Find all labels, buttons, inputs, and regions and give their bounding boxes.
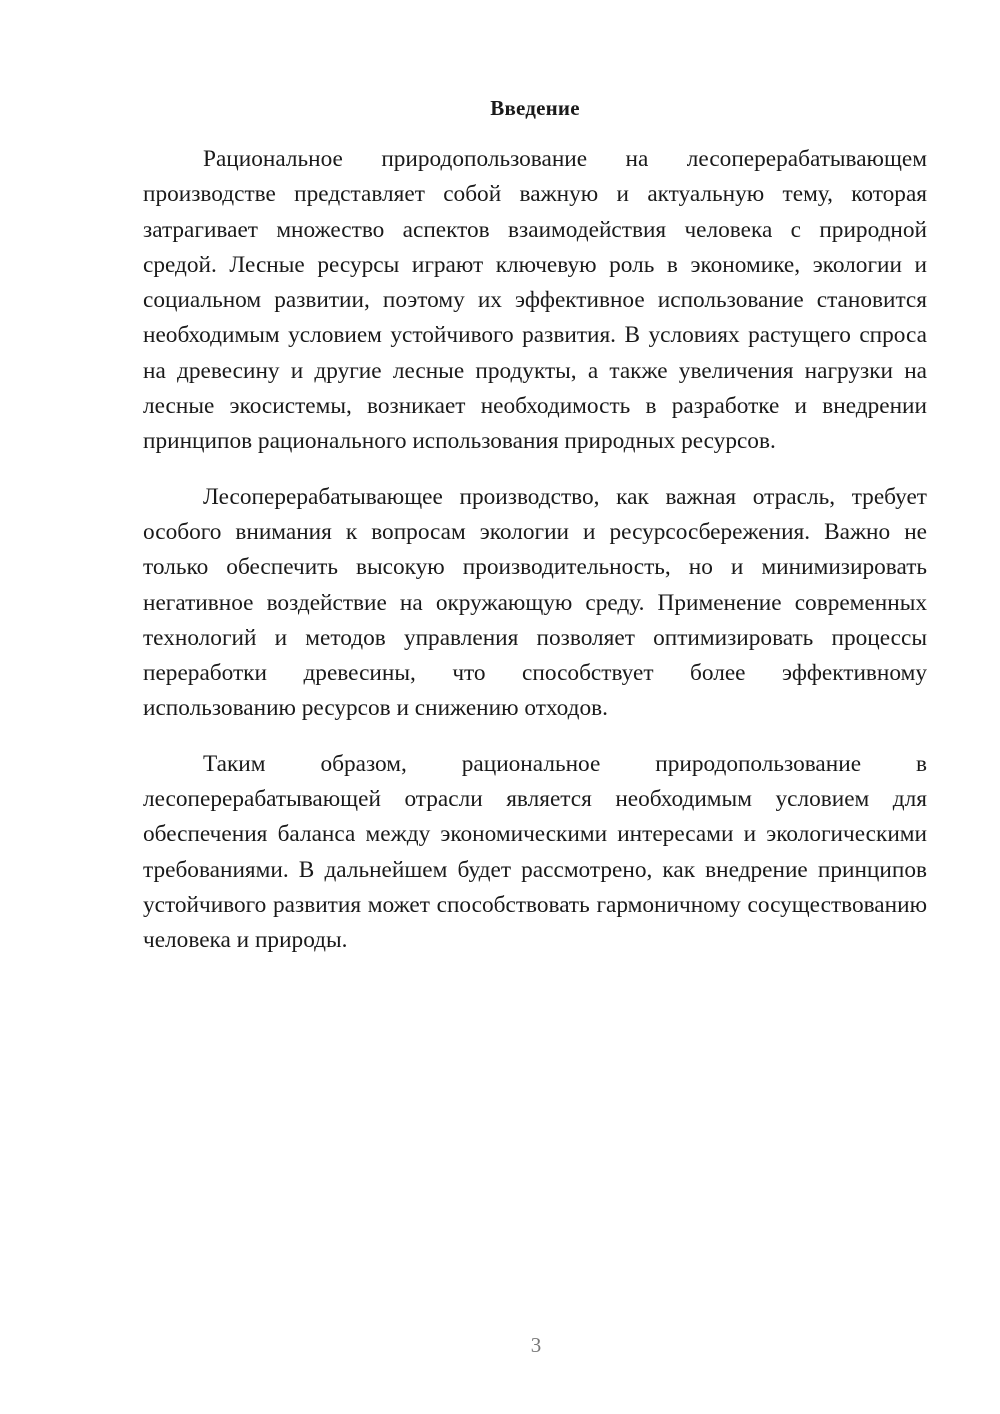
body-text <box>143 142 927 959</box>
page-number: 3 <box>530 1333 542 1357</box>
paragraph-2: Лесоперерабатывающее производство, как важная отрасль, требует особого внимания к вопросам экологии и ресурсосбережения. Важно не только обеспечить высокую производительность, но и минимизировать негативное воздействие на окружающую среду. Применение современных технологий и методов управления позволяет оптимизировать процессы переработки древесины, что способствует более эффективному использованию ресурсов и снижению отходов. <box>143 483 927 722</box>
section-heading: Введение <box>490 96 580 120</box>
paragraph-1: Рациональное природопользование на лесоперерабатывающем производстве представляет собой важную и актуальную тему, которая затрагивает множество аспектов взаимодействия человека с природной средой. Лесные ресурсы играют ключевую роль в экономике, экологии и социальном развитии, поэтому их эффективное использование становится необходимым условием устойчивого развития. В условиях растущего спроса на древесину и другие лесные продукты, а также увеличения нагрузки на лесные экосистемы, возникает необходимость в разработке и внедрении принципов рационального использования природных ресурсов. <box>143 146 927 455</box>
paragraph-3: Таким образом, рациональное природопользование в лесоперерабатывающей отрасли является необходимым условием для обеспечения баланса между экономическими интересами и экологическими требованиями. В дальнейшем будет рассмотрено, как внедрение принципов устойчивого развития может способствовать гармоничному сосуществованию человека и природы. <box>143 750 927 954</box>
